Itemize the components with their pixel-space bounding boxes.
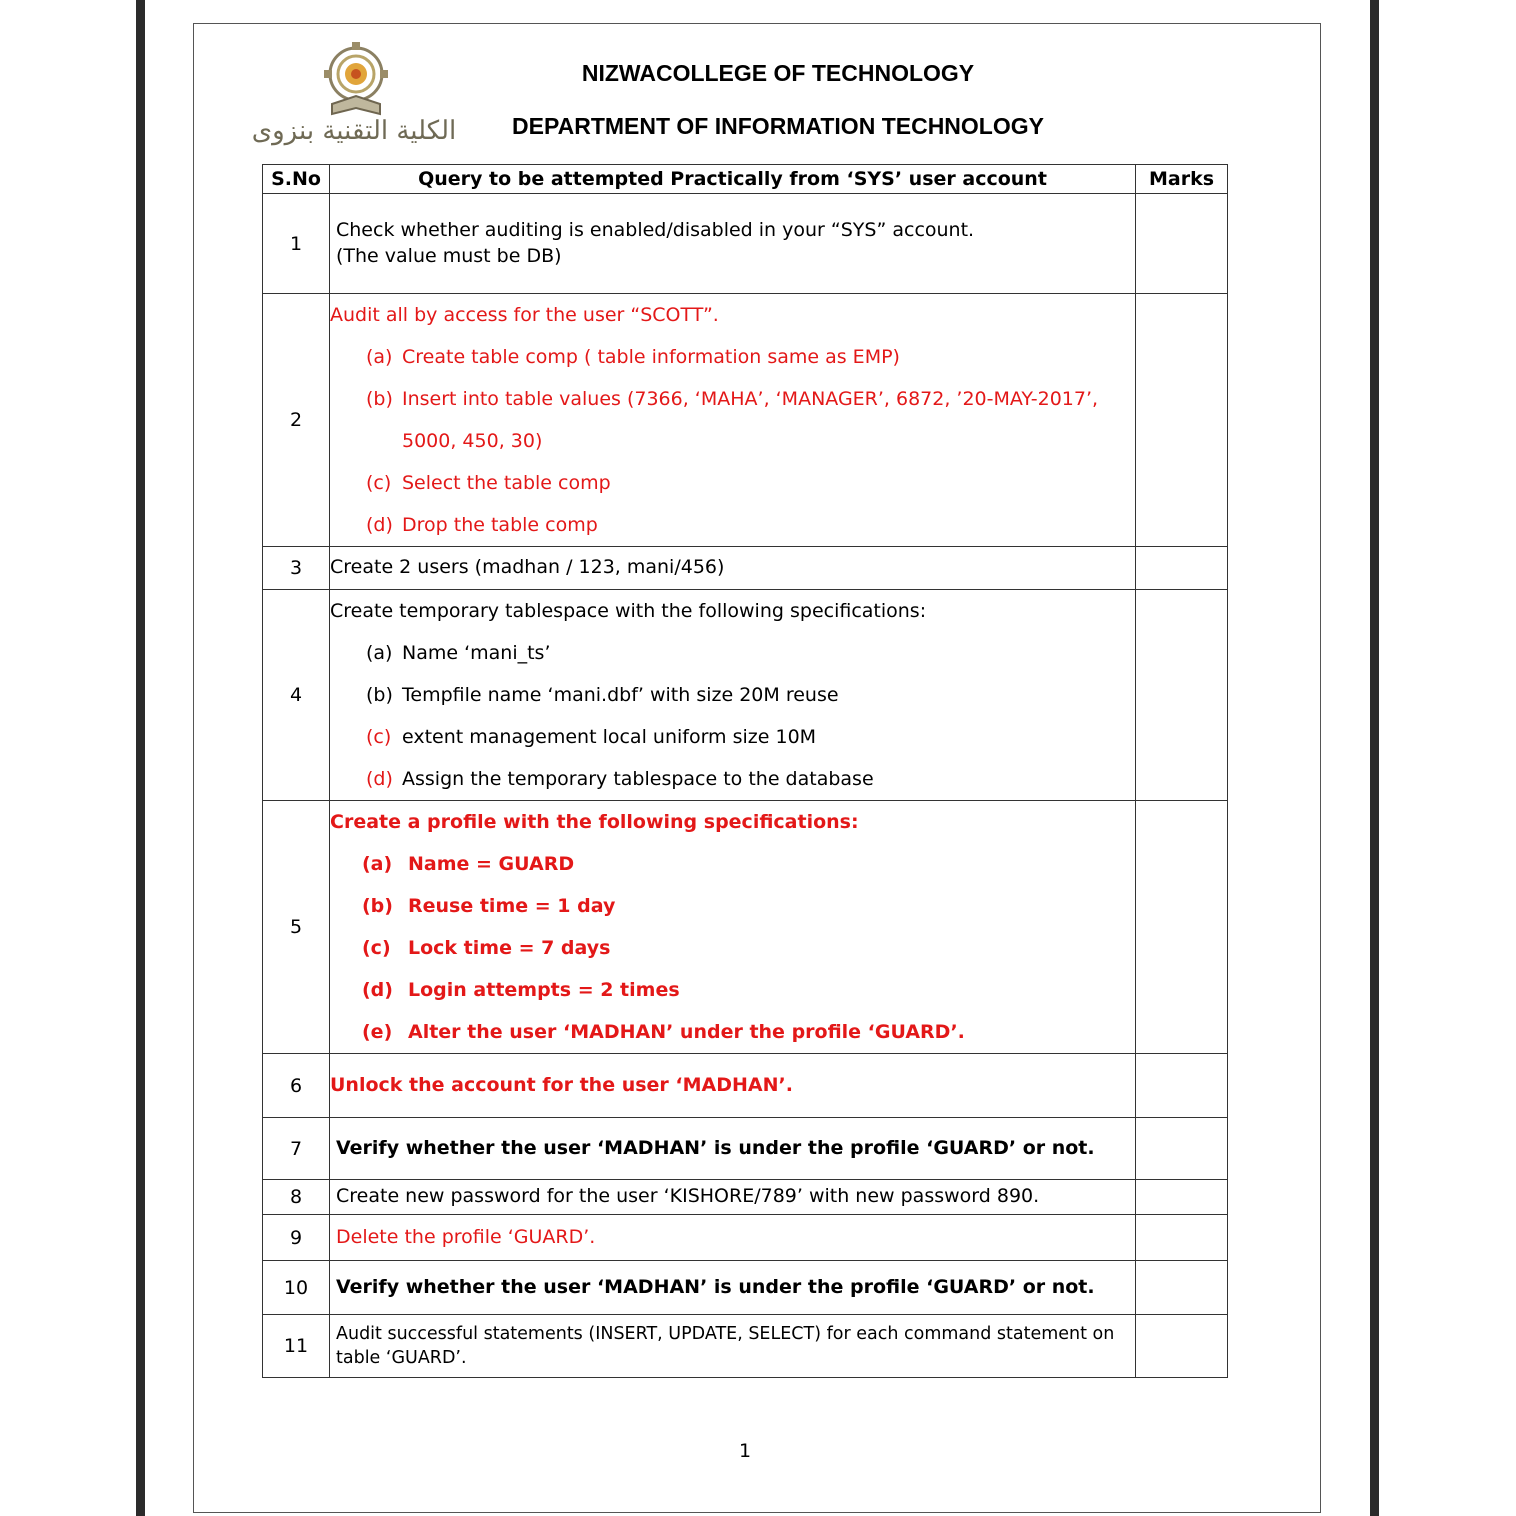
list-item: (c) extent management local uniform size 10M [366,726,817,748]
college-title: NIZWACOLLEGE OF TECHNOLOGY [581,60,975,86]
right-scan-edge [1370,0,1379,1516]
table-row [263,1261,1228,1315]
question-intro: Audit all by access for the user “SCOTT”. [330,304,719,326]
list-item: (d) Drop the table comp [366,514,598,536]
marks-cell[interactable] [1136,801,1228,1054]
list-item: (b) Tempfile name ‘mani.dbf’ with size 20M reuse [366,684,839,706]
question-text [330,590,1136,801]
list-item: (d) Login attempts = 2 times [362,979,680,1001]
row-number: 4 [263,590,330,801]
list-item: (b) Insert into table values (7366, ‘MAHA’, ‘MANAGER’, 6872, ’20-MAY-2017’, [366,388,1099,410]
header-marks: Marks [1136,165,1228,194]
table-row [263,1315,1228,1378]
table-row [263,801,1228,1054]
list-item: (a) Name = GUARD [362,853,575,875]
sub-item-list [330,843,1135,1053]
row-number: 2 [263,294,330,547]
table-row [263,194,1228,294]
list-item: (e) Alter the user ‘MADHAN’ under the profile ‘GUARD’. [362,1021,965,1043]
question-text [330,1315,1136,1378]
marks-cell[interactable] [1136,547,1228,590]
list-item: (a) Name ‘mani_ts’ [366,642,551,664]
marks-cell[interactable] [1136,1215,1228,1261]
question-text: Delete the profile ‘GUARD’. [330,1215,1136,1261]
question-text: Unlock the account for the user ‘MADHAN’. [330,1054,1136,1118]
questions-table [262,164,1228,1378]
sub-item-list [330,336,1135,546]
row-number: 5 [263,801,330,1054]
list-item: 5000, 450, 30) [402,430,543,452]
marks-cell[interactable] [1136,194,1228,294]
marks-cell[interactable] [1136,1261,1228,1315]
question-text [330,294,1136,547]
row-number: 8 [263,1180,330,1215]
page-number: 1 [738,1440,752,1462]
sub-item-list [330,632,1135,800]
marks-cell[interactable] [1136,1315,1228,1378]
table-row [263,547,1228,590]
marks-cell[interactable] [1136,294,1228,547]
marks-cell[interactable] [1136,1118,1228,1180]
question-intro: Create temporary tablespace with the following specifications: [330,600,927,622]
row-number: 7 [263,1118,330,1180]
row-number: 1 [263,194,330,294]
table-row [263,590,1228,801]
question-text: Create 2 users (madhan / 123, mani/456) [330,547,1136,590]
list-item: (c) Lock time = 7 days [362,937,611,959]
list-item: (b) Reuse time = 1 day [362,895,616,917]
question-line: table ‘GUARD’. [336,1348,467,1368]
marks-cell[interactable] [1136,1180,1228,1215]
table-row [263,1215,1228,1261]
question-intro: Create a profile with the following specifications: [330,811,859,833]
table-row [263,1118,1228,1180]
svg-text:الكلية التقنية بنزوى: الكلية التقنية بنزوى [251,116,457,146]
row-number: 9 [263,1215,330,1261]
header-sno: S.No [263,165,330,194]
marks-cell[interactable] [1136,590,1228,801]
marks-cell[interactable] [1136,1054,1228,1118]
question-line: Check whether auditing is enabled/disabled in your “SYS” account. [336,218,975,241]
question-text [330,194,1136,294]
question-text: Create new password for the user ‘KISHORE/789’ with new password 890. [330,1180,1136,1215]
row-number: 10 [263,1261,330,1315]
table-row [263,1180,1228,1215]
header-query: Query to be attempted Practically from ‘SYS’ user account [330,165,1136,194]
table-row [263,1054,1228,1118]
question-text [330,801,1136,1054]
row-number: 6 [263,1054,330,1118]
question-line: Audit successful statements (INSERT, UPDATE, SELECT) for each command statement on [336,1323,1115,1344]
list-item: (d) Assign the temporary tablespace to the database [366,768,874,790]
college-logo-icon [251,38,457,148]
row-number: 11 [263,1315,330,1378]
row-number: 3 [263,547,330,590]
table-header-row [263,165,1228,194]
list-item: (c) Select the table comp [366,472,611,494]
question-line: (The value must be DB) [336,244,562,267]
list-item: (a) Create table comp ( table information same as EMP) [366,346,900,368]
question-text: Verify whether the user ‘MADHAN’ is under the profile ‘GUARD’ or not. [330,1261,1136,1315]
table-row [263,294,1228,547]
department-title: DEPARTMENT OF INFORMATION TECHNOLOGY [512,113,1044,139]
question-text: Verify whether the user ‘MADHAN’ is under the profile ‘GUARD’ or not. [330,1118,1136,1180]
left-scan-edge [136,0,145,1516]
